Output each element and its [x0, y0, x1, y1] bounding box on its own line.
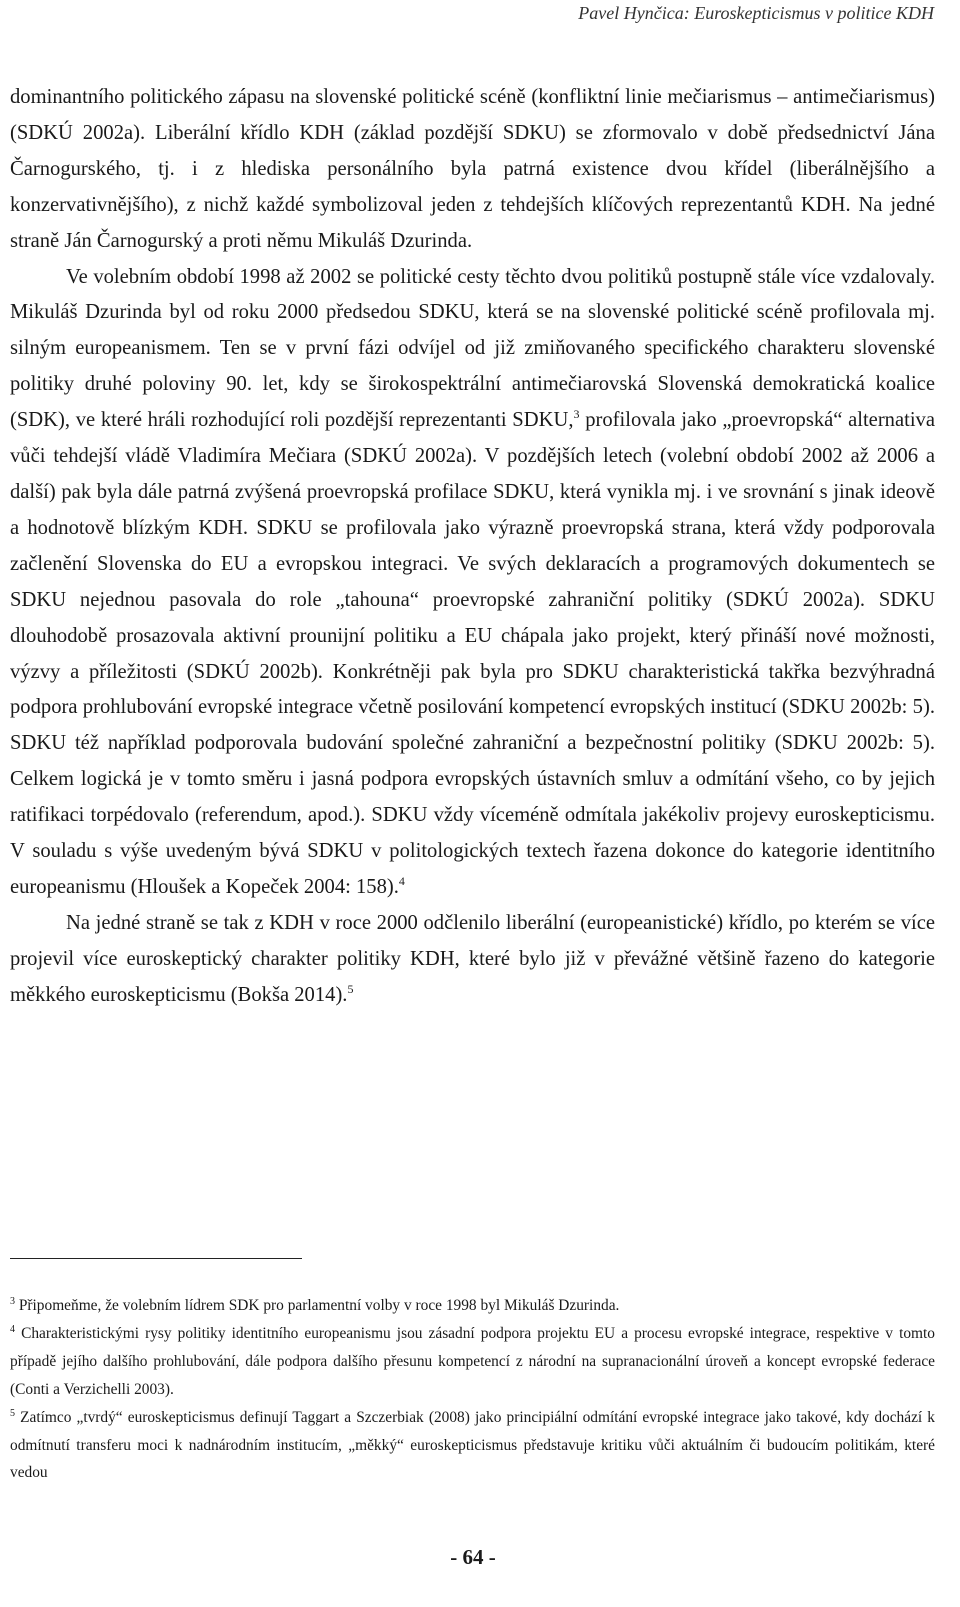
page-number: - 64 - [450, 1545, 496, 1569]
footnote-5 [10, 1404, 935, 1488]
paragraph-3-text: Na jedné straně se tak z KDH v roce 2000 odčlenilo liberální (europeanistické) křídlo, po kterém se více projevil více euroskeptický charakter politiky KDH, které bylo již v převážné většině řazeno do kategorie měkkého euroskepticismu (Bokša 2014). [10, 911, 935, 1006]
footnote-text: Charakteristickými rysy politiky identitního europeanismu jsou zásadní podpora projektu EU a procesu evropské integrace, respektive v tomto případě jejího dalšího prohlubování, dále podpora dalšího přesunu kompetencí z národní na supranacionální úroveň a koncept evropské federace (Conti a Verzichelli 2003). [10, 1324, 935, 1398]
footnote-number: 4 [10, 1323, 15, 1335]
footnote-separator [10, 1258, 302, 1259]
footnote-text: Připomeňme, že volebním lídrem SDK pro parlamentní volby v roce 1998 byl Mikuláš Dzurinda. [15, 1297, 620, 1314]
footnote-4 [10, 1320, 935, 1404]
paragraph-2-text-a: Ve volebním období 1998 až 2002 se politické cesty těchto dvou politiků postupně stále více vzdalovaly. Mikuláš Dzurinda byl od roku 2000 předsedou SDKU, která se na slovenské politické scéně profilovala mj. silným europeanismem. Ten se v první fázi odvíjel od již zmiňovaného specifického charakteru slovenské politiky druhé poloviny 90. let, kdy se širokospektrální antimečiarovská Slovenská demokratická koalice (SDK), ve které hráli rozhodující roli pozdější reprezentanti SDKU, [10, 265, 935, 432]
paragraph-1-text: dominantního politického zápasu na slovenské politické scéně (konfliktní linie mečiarismus – antimečiarismus) (SDKÚ 2002a). Liberální křídlo KDH (základ pozdější SDKU) se zformovalo v době předsednictví Jána Čarnogurského, tj. i z hlediska personálního byla patrná existence dvou křídel (liberálnějšího a konzervativnějšího), z nichž každé symbolizoval jeden z tehdejších klíčových reprezentantů KDH. Na jedné straně Ján Čarnogurský a proti němu Mikuláš Dzurinda. [10, 86, 935, 252]
footnote-ref-3[interactable]: 3 [573, 407, 580, 422]
footnotes [10, 1292, 935, 1487]
running-header: Pavel Hynčica: Euroskepticismus v politice KDH [578, 3, 934, 23]
footnote-ref-4[interactable]: 4 [398, 874, 405, 889]
footnote-number: 3 [10, 1295, 15, 1307]
footnote-number: 5 [10, 1407, 15, 1419]
footnote-ref-5[interactable]: 5 [347, 981, 354, 996]
paragraph-2 [10, 260, 935, 906]
main-text [10, 80, 935, 1014]
footnote-text: Zatímco „tvrdý“ euroskepticismus definují Taggart a Szczerbiak (2008) jako principiální odmítání evropské integrace jako takové, kdy dochází k odmítnutí transferu moci k nadnárodním institucím, „měkký“ euroskepticismus představuje kritiku vůči aktuálním či budoucím politikám, které vedou [10, 1408, 935, 1482]
paragraph-1 [10, 80, 935, 260]
footnote-3 [10, 1292, 935, 1320]
paragraph-3 [10, 906, 935, 1014]
paragraph-2-text-b: profilovala jako „proevropská“ alternativa vůči tehdejší vládě Vladimíra Mečiara (SDKÚ 2002a). V pozdějších letech (volební období 2002 až 2006 a další) pak byla dále patrná zvýšená proevropská profilace SDKU, která vynikla mj. i ve srovnání s jinak ideově a hodnotově blízkým KDH. SDKU se profilovala jako výrazně proevropská strana, která vždy podporovala začlenění Slovenska do EU a evropskou integraci. Ve svých deklaracích a programových dokumentech se SDKU nejednou pasovala do role „tahouna“ proevropské zahraniční politiky (SDKÚ 2002a). SDKU dlouhodobě prosazovala aktivní prounijní politiku a EU chápala jako projekt, který přináší nové možnosti, výzvy a příležitosti (SDKÚ 2002b). Konkrétněji pak byla pro SDKU charakteristická takřka bezvýhradná podpora prohlubování evropské integrace včetně posilování kompetencí evropských institucí (SDKU 2002b: 5). SDKU též například podporovala budování společné zahraniční a bezpečnostní politiky (SDKU 2002b: 5). Celkem logická je v tomto směru i jasná podpora evropských ústavních smluv a odmítání všeho, co by jejich ratifikaci torpédovalo (referendum, apod.). SDKU vždy víceméně odmítala jakékoliv projevy euroskepticismu. V souladu s výše uvedeným bývá SDKU v politologických textech řazena dokonce do kategorie identitního europeanismu (Hloušek a Kopeček 2004: 158). [10, 409, 935, 898]
